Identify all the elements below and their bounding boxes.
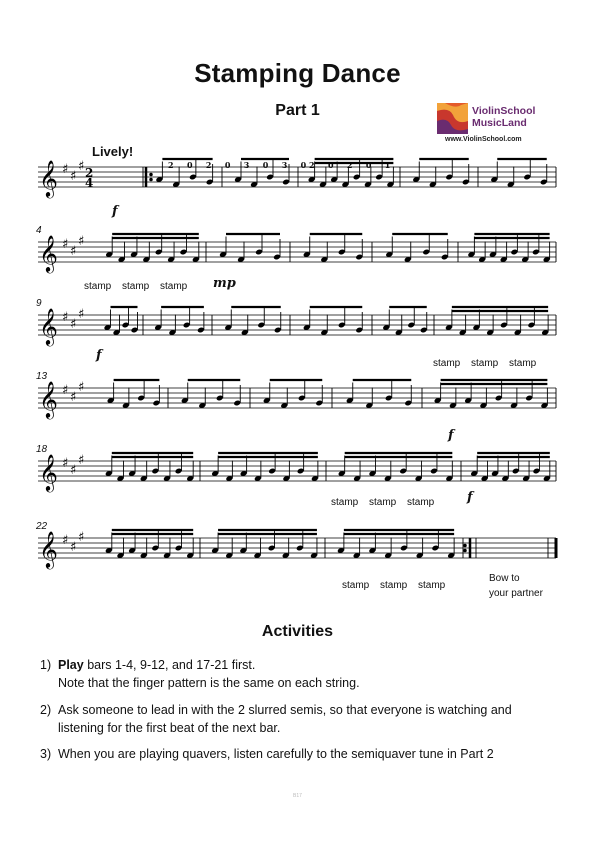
sharp-icon: ♯ xyxy=(70,244,77,259)
treble-clef-icon: 𝄞 xyxy=(39,234,58,272)
logo-name-line2: MusicLand xyxy=(472,117,527,129)
stamp-label: stamp xyxy=(509,358,537,369)
dynamic-mezzo-piano: mp xyxy=(213,276,236,291)
page-title: Stamping Dance xyxy=(194,58,401,88)
part-heading: Part 1 xyxy=(275,102,320,119)
treble-clef-icon: 𝄞 xyxy=(39,453,58,491)
sharp-icon: ♯ xyxy=(70,540,77,555)
sharp-icon: ♯ xyxy=(78,530,85,545)
repeat-dot xyxy=(464,544,467,547)
activity-number: 3) xyxy=(40,747,52,761)
sharp-icon: ♯ xyxy=(78,159,85,174)
dynamic-forte: f xyxy=(96,348,102,363)
stamp-label: stamp xyxy=(380,580,408,591)
activity-line: Ask someone to lead in with the 2 slurred semis, so that everyone is watching and xyxy=(58,703,512,717)
stamp-label: stamp xyxy=(471,358,499,369)
bar-number: 18 xyxy=(36,444,48,455)
logo-url: www.ViolinSchool.com xyxy=(445,136,522,143)
time-signature-top: 2 xyxy=(85,166,94,180)
tempo-marking: Lively! xyxy=(92,144,134,159)
treble-clef-icon: 𝄞 xyxy=(39,307,58,345)
bar-number: 13 xyxy=(36,371,48,382)
sharp-icon: ♯ xyxy=(78,307,85,322)
footer-code: B17 xyxy=(293,793,302,799)
activity-number: 2) xyxy=(40,703,52,717)
activity-line: Note that the finger pattern is the same on each string. xyxy=(58,676,360,690)
stamp-label: stamp xyxy=(418,580,446,591)
bar-number: 22 xyxy=(36,521,48,532)
stamp-label: stamp xyxy=(84,281,112,292)
fingering-group-2: 2 0 2 0 1 xyxy=(309,160,396,170)
stamp-label: stamp xyxy=(331,497,359,508)
stamp-label: stamp xyxy=(122,281,150,292)
ending-text: Bow to xyxy=(489,573,520,584)
sharp-icon: ♯ xyxy=(62,456,69,471)
dynamic-forte: f xyxy=(112,204,118,219)
dynamic-forte: f xyxy=(448,428,454,443)
treble-clef-icon: 𝄞 xyxy=(39,530,58,568)
ending-text: your partner xyxy=(489,588,543,599)
sharp-icon: ♯ xyxy=(70,169,77,184)
fingering-group-1: 2 0 2 0 3 0 3 0 xyxy=(168,160,312,170)
sharp-icon: ♯ xyxy=(70,317,77,332)
bar-number: 9 xyxy=(36,298,42,309)
sharp-icon: ♯ xyxy=(62,310,69,325)
activity-bold-word: Play xyxy=(58,658,84,672)
stamp-label: stamp xyxy=(369,497,397,508)
repeat-dot xyxy=(150,178,153,181)
stamp-label: stamp xyxy=(433,358,461,369)
stamp-label: stamp xyxy=(342,580,370,591)
activity-number: 1) xyxy=(40,658,52,672)
sharp-icon: ♯ xyxy=(62,383,69,398)
activity-line: When you are playing quavers, listen carefully to the semiquaver tune in Part 2 xyxy=(58,747,494,761)
bar-number: 4 xyxy=(36,225,42,236)
logo-name-line1: ViolinSchool xyxy=(472,105,536,117)
stamp-label: stamp xyxy=(160,281,188,292)
activity-line: bars 1-4, 9-12, and 17-21 first. xyxy=(83,658,256,672)
sharp-icon: ♯ xyxy=(78,453,85,468)
time-signature-bottom: 4 xyxy=(85,176,94,190)
clefs-and-signatures xyxy=(39,159,93,569)
activity-line: listening for the first beat of the next bar. xyxy=(58,721,281,735)
treble-clef-icon: 𝄞 xyxy=(39,380,58,418)
sharp-icon: ♯ xyxy=(70,390,77,405)
repeat-dot xyxy=(464,549,467,552)
sharp-icon: ♯ xyxy=(78,380,85,395)
repeat-dot xyxy=(150,173,153,176)
sharp-icon: ♯ xyxy=(70,463,77,478)
sharp-icon: ♯ xyxy=(62,237,69,252)
sharp-icon: ♯ xyxy=(62,162,69,177)
sharp-icon: ♯ xyxy=(78,234,85,249)
treble-clef-icon: 𝄞 xyxy=(39,159,58,197)
activities-heading: Activities xyxy=(261,623,334,640)
dynamic-forte: f xyxy=(467,490,473,505)
stamp-label: stamp xyxy=(407,497,435,508)
sharp-icon: ♯ xyxy=(62,533,69,548)
